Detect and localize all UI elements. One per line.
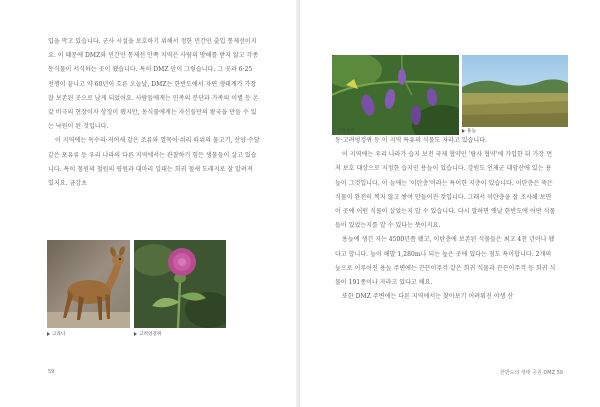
photo-caption (134, 331, 161, 337)
paragraph: 동·고려엉겅퀴 등 이 지역 특유의 식물도 자라고 있습니다. (335, 137, 488, 144)
caption-arrow-icon (462, 129, 465, 133)
deer-photo (47, 240, 130, 328)
caption-text: 금강초롱 (337, 129, 355, 134)
caption-arrow-icon (47, 332, 50, 336)
left-body-text (48, 35, 260, 191)
page-number: 59 (48, 369, 55, 375)
photo-caption (47, 331, 65, 337)
paragraph: 이 지역에는 우리 나라가 습지 보전 국제 협약인 '람사 협약'에 가입한 뒤 가장 먼저 보호 대상으로 지정한 습지인 용늪이 있습니다. 강원도 인제군 대암산에 있는 용늪이 그것입니다. 이 늪에는 '이탄층'이라는 특이한 지층이 있습니다. 이탄층은 죽은 식물이 완전히 썩지 않고 쌓여 만들어진 것입니다. 그래서 이탄층을 잘 조사해 보면 이 곳에 어떤 식물이 살았는지 알 수 있습니다. 다시 말하면 옛날 한반도에 어떤 식물들이 있었는지를 알 수 있다는 뜻이지요. (335, 151, 556, 230)
page-footer: 한반도의 생태 공원 DMZ 59 (500, 370, 563, 376)
caption-text: 용늪 (467, 129, 476, 134)
caption-arrow-icon (332, 129, 335, 133)
paragraph: 입을 막고 있습니다. 군사 시설을 보호하기 위해서 정한 민간인 출입 통제선이지요. 이 때문에 DMZ와 민간인 통제선 안쪽 지역은 사람의 방해를 받지 않고 각종 동식물이 서식하는 곳이 됐습니다. 특히 DMZ 안이 그렇습니다. 그 곳과 6·25 전쟁이 끝나고 약 60년이 흐른 오늘날, DMZ는 한반도에서 자연 생태계가 가장 잘 보존된 곳으로 남게 되었어요. 사람들에게는 민족의 분단과 가족의 이별 등 온갖 비극의 현장이자 상징이 됐지만, 동식물에게는 자신들만의 왕국을 만들 수 있는 낙원이 된 것입니다. (48, 38, 259, 131)
paragraph: 용늪에 생긴 지는 4500년쯤 됐고, 이탄층에 보존된 식물들은 최고 4천 년이나 됐다고 합니다. 늪이 해발 1,280m나 되는 높은 곳에 있다는 점도 특이합니다. 2개의 늪으로 이루어진 용늪 주변에는 끈끈이주걱 같은 희귀 식물과 끈끈이주걱 등 희귀 식물이 191종이나 자라고 있다고 해요. (335, 236, 556, 287)
right-body-text (335, 134, 557, 304)
caption-text: 고려엉겅퀴 (139, 332, 162, 337)
paragraph: 이 지역에는 독수리·저어새 같은 조류와 열목어·쉬리 따위의 물고기, 산양·수달 같은 포유류 등 우리 나라의 다른 지역에서는 관찰하기 힘든 생물들이 살고 있습니다. 특히 철원의 철원의 평원과 대마리 일대는 희귀 철새 도래지로 잘 알려져 있지요. 금강초 (48, 137, 260, 188)
caption-text: 고라니 (52, 332, 66, 337)
paragraph: 또한 DMZ 주변에는 다른 지역에서는 찾아보기 어려워진 야생 산 (342, 293, 514, 301)
caption-arrow-icon (134, 332, 137, 336)
thistle-photo (134, 240, 226, 328)
wetland-photo (462, 55, 568, 127)
bellflower-photo (332, 55, 459, 135)
